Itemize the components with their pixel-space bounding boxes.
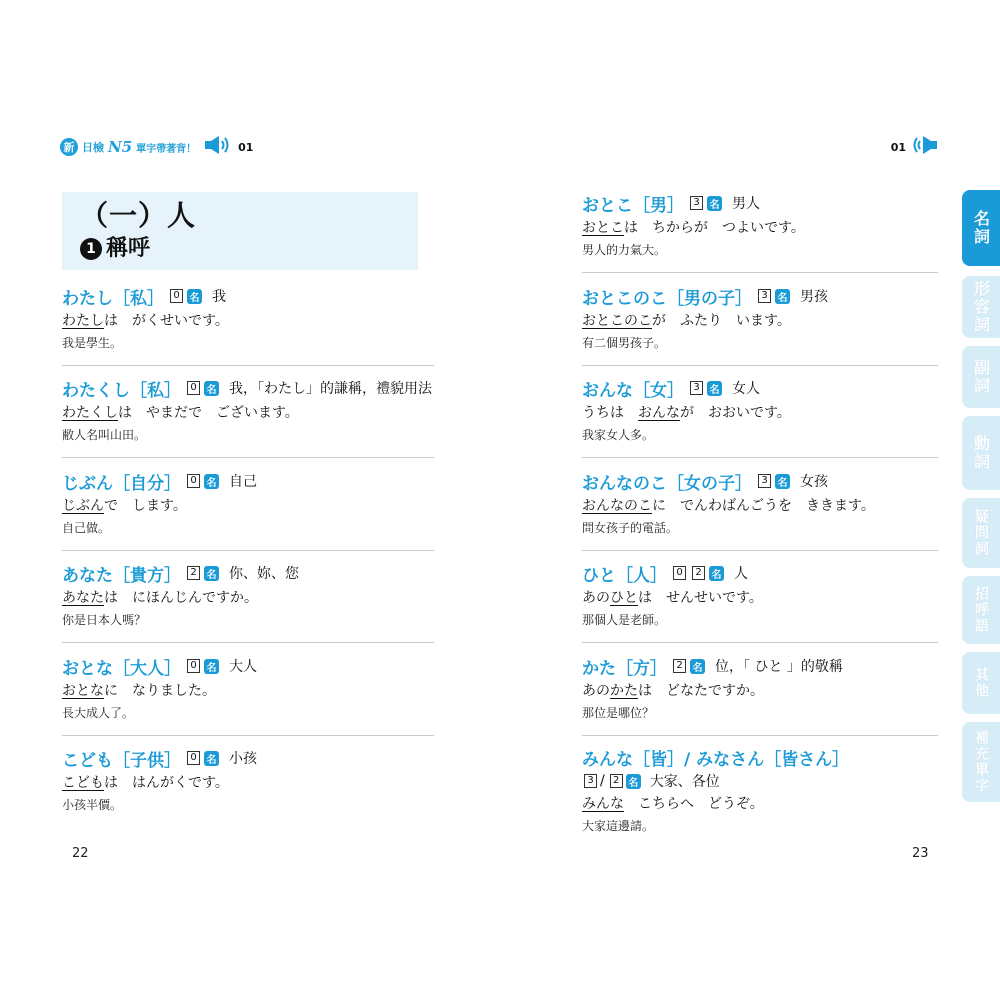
vocab-entry	[62, 653, 434, 739]
book-header-left	[60, 136, 253, 158]
entry-divider	[582, 550, 938, 551]
section-tab[interactable]: 招呼語	[962, 576, 1000, 644]
vocab-word: こども［子供］	[62, 750, 181, 771]
vocab-entry	[582, 283, 938, 369]
sentence-translation: 那位是哪位？	[582, 706, 655, 720]
vocab-word: おとこ［男］	[582, 195, 684, 216]
target-word: ひと	[610, 590, 638, 606]
subsection-number: 1	[80, 238, 102, 260]
sentence-translation: 男人的力氣大。	[582, 243, 667, 257]
example-sentence: うちは おんなが おおいです。	[582, 405, 791, 421]
track-number: 01	[890, 140, 906, 154]
section-title: （一）人	[80, 199, 197, 232]
vocab-word: おんなのこ［女の子］	[582, 473, 752, 494]
vocab-entry	[62, 560, 434, 646]
example-sentence: おとこのこが ふたり います。	[582, 313, 791, 329]
vocab-entry	[582, 744, 938, 844]
part-of-speech-badge: 名	[709, 566, 724, 581]
example-sentence: おんなのこに でんわばんごうを ききます。	[582, 498, 875, 514]
vocab-meaning: 女孩	[800, 474, 828, 490]
example-sentence: あなたは にほんじんですか。	[62, 590, 258, 606]
entry-divider	[62, 735, 434, 736]
accent-tone: 0	[187, 474, 200, 488]
sentence-translation: 長大成人了。	[62, 706, 135, 720]
accent-tone: 0	[187, 659, 200, 673]
section-tab[interactable]: 副詞	[962, 346, 1000, 408]
header-level: N5	[108, 138, 133, 156]
accent-tone: 3	[758, 474, 771, 488]
vocab-meaning: 自己	[229, 474, 257, 490]
target-word: わたくし	[62, 405, 118, 421]
target-word: おとな	[62, 683, 104, 699]
sentence-translation: 我家女人多。	[582, 428, 655, 442]
vocab-word: おとな［大人］	[62, 658, 181, 679]
entry-divider	[62, 365, 434, 366]
page-number-left: 22	[72, 846, 89, 861]
example-sentence: おとなに なりました。	[62, 683, 216, 699]
vocab-entry	[62, 468, 434, 554]
example-sentence: じぶんで します。	[62, 498, 187, 514]
target-word: おんな	[638, 405, 680, 421]
vocab-meaning: 大人	[229, 659, 257, 675]
vocab-entry	[582, 653, 938, 739]
part-of-speech-badge: 名	[204, 566, 219, 581]
accent-tone: 2	[187, 566, 200, 580]
vocab-meaning: 我	[212, 289, 226, 305]
vocab-word: みんな［皆］/ みなさん［皆さん］	[582, 749, 850, 770]
new-badge: 新	[60, 138, 78, 156]
speaker-icon[interactable]	[204, 135, 234, 159]
accent-tone: 3	[690, 381, 703, 395]
target-word: わたし	[62, 313, 104, 329]
vocab-entry	[582, 190, 938, 276]
vocab-meaning: 位，「 ひと 」的敬稱	[715, 659, 843, 675]
sentence-translation: 敝人名叫山田。	[62, 428, 147, 442]
vocab-meaning: 大家、各位	[649, 774, 720, 790]
vocab-meaning: 男人	[732, 196, 760, 212]
example-sentence: おとこは ちからが つよいです。	[582, 220, 805, 236]
accent-tone: 2	[673, 659, 686, 673]
slash: /	[600, 773, 605, 789]
example-sentence: あのかたは どなたですか。	[582, 683, 764, 699]
part-of-speech-badge: 名	[204, 751, 219, 766]
accent-tone: 2	[692, 566, 705, 580]
subsection-title	[80, 234, 400, 264]
example-sentence: わたくしは やまだで ございます。	[62, 405, 299, 421]
book-header-right	[889, 136, 938, 158]
section-tab[interactable]: 名詞	[962, 190, 1000, 266]
vocab-entry	[62, 745, 434, 831]
accent-tone: 0	[187, 751, 200, 765]
vocab-word: ひと［人］	[582, 565, 667, 586]
entry-divider	[62, 457, 434, 458]
entry-divider	[582, 735, 938, 736]
vocab-word: かた［方］	[582, 658, 667, 679]
vocab-entry	[582, 468, 938, 554]
section-title-box	[62, 192, 418, 270]
vocab-meaning: 你、妳、您	[229, 566, 299, 582]
part-of-speech-badge: 名	[204, 659, 219, 674]
target-word: おんなのこ	[582, 498, 652, 514]
accent-tone: 3	[758, 289, 771, 303]
part-of-speech-badge: 名	[204, 474, 219, 489]
part-of-speech-badge: 名	[626, 774, 641, 789]
part-of-speech-badge: 名	[690, 659, 705, 674]
example-sentence: わたしは がくせいです。	[62, 313, 229, 329]
example-sentence: あのひとは せんせいです。	[582, 590, 763, 606]
part-of-speech-badge: 名	[707, 196, 722, 211]
target-word: じぶん	[62, 498, 104, 514]
entry-divider	[582, 272, 938, 273]
header-text-1: 日檢	[82, 141, 104, 154]
target-word: あなた	[62, 590, 104, 606]
target-word: みんな	[582, 796, 624, 812]
entry-divider	[582, 365, 938, 366]
accent-tone: 3	[690, 196, 703, 210]
sentence-translation: 有二個男孩子。	[582, 336, 667, 350]
vocab-meaning: 女人	[732, 381, 760, 397]
section-tab[interactable]: 動詞	[962, 416, 1000, 490]
target-word: こども	[62, 775, 104, 791]
sentence-translation: 自己做。	[62, 521, 111, 535]
vocab-entry	[62, 375, 434, 461]
page-number-right: 23	[912, 846, 929, 861]
section-tab[interactable]: 疑問詞	[962, 498, 1000, 568]
vocab-meaning: 男孩	[800, 289, 828, 305]
target-word: おとこ	[582, 220, 624, 236]
accent-tone: 0	[187, 381, 200, 395]
target-word: かた	[610, 683, 638, 699]
entry-divider	[62, 550, 434, 551]
vocab-entry	[582, 375, 938, 461]
vocab-word: おとこのこ［男の子］	[582, 288, 752, 309]
vocab-word: おんな［女］	[582, 380, 684, 401]
entry-divider	[582, 457, 938, 458]
entry-divider	[62, 642, 434, 643]
example-sentence: みんな こちらへ どうぞ。	[582, 796, 764, 812]
part-of-speech-badge: 名	[775, 474, 790, 489]
part-of-speech-badge: 名	[204, 381, 219, 396]
vocab-meaning: 我，「わたし」的謙稱，禮貌用法	[229, 381, 432, 397]
part-of-speech-badge: 名	[187, 289, 202, 304]
section-tab[interactable]: 形容詞	[962, 276, 1000, 338]
sentence-translation: 我是學生。	[62, 336, 123, 350]
example-sentence: こどもは はんがくです。	[62, 775, 229, 791]
accent-tone: 2	[610, 774, 623, 788]
subsection-label: 稱呼	[106, 236, 151, 261]
track-number: 01	[238, 140, 254, 154]
vocab-meaning: 人	[734, 566, 748, 582]
vocab-word: あなた［貴方］	[62, 565, 181, 586]
header-text-2: 單字帶著背！	[136, 143, 197, 155]
sentence-translation: 那個人是老師。	[582, 613, 667, 627]
accent-tone: 0	[673, 566, 686, 580]
sentence-translation: 大家這邊請。	[582, 819, 655, 833]
entry-divider	[582, 642, 938, 643]
section-tab[interactable]: 其他	[962, 652, 1000, 714]
vocab-word: わたくし［私］	[62, 380, 181, 401]
part-of-speech-badge: 名	[707, 381, 722, 396]
vocab-word: わたし［私］	[62, 288, 164, 309]
vocab-entry	[62, 283, 434, 369]
sentence-translation: 小孩半價。	[62, 798, 123, 812]
accent-tone: 0	[170, 289, 183, 303]
accent-tone: 3	[584, 774, 597, 788]
speaker-icon[interactable]	[908, 135, 938, 159]
sentence-translation: 問女孩子的電話。	[582, 521, 679, 535]
target-word: おとこのこ	[582, 313, 652, 329]
part-of-speech-badge: 名	[775, 289, 790, 304]
section-tab[interactable]: 補充單字	[962, 722, 1000, 802]
vocab-entry	[582, 560, 938, 646]
sentence-translation: 你是日本人嗎？	[62, 613, 147, 627]
vocab-meaning: 小孩	[229, 751, 257, 767]
vocab-word: じぶん［自分］	[62, 473, 181, 494]
